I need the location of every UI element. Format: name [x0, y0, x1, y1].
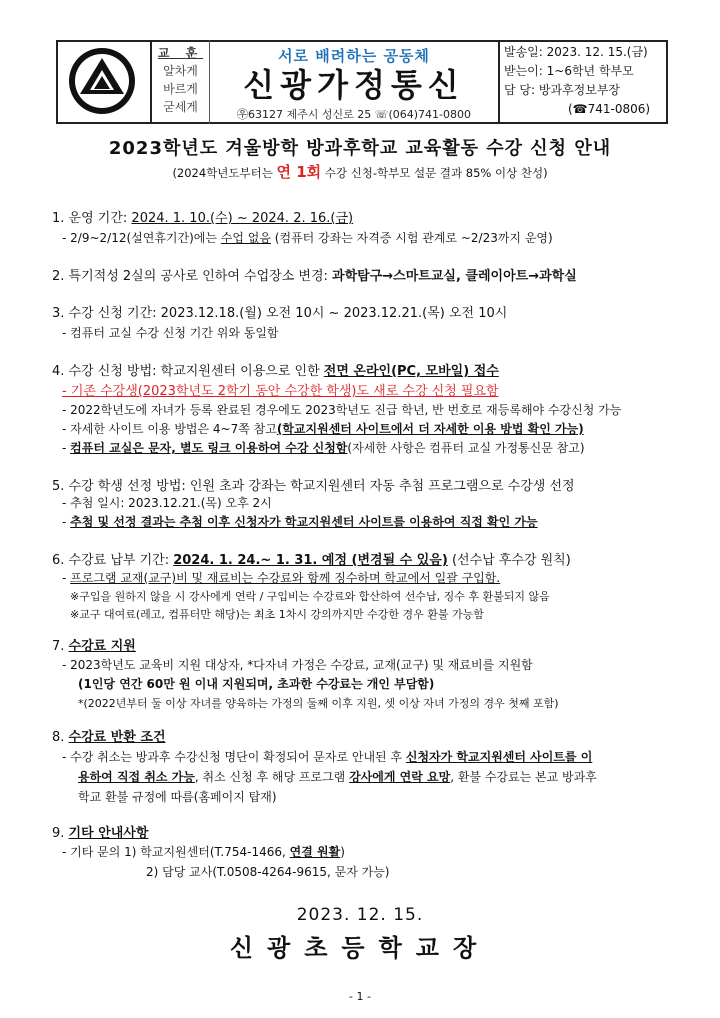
section-7-note-1: - 2023학년도 교육비 지원 대상자, *다자녀 가정은 수강료, 교재(교구) 및 재료비를 지원함	[62, 658, 533, 672]
section-8-title: 수강료 반환 조건	[68, 730, 166, 745]
school-motto	[152, 40, 210, 124]
newsletter-title-box	[210, 40, 500, 124]
section-4-note-4	[62, 439, 585, 456]
section-9-note-2: 2) 담당 교사(T.0508-4264-9615, 문자 가능)	[146, 865, 390, 879]
section-6-note-1	[62, 569, 500, 586]
note-text: - 자세한 사이트 이용 방법은 4~7쪽 참고	[62, 422, 277, 436]
motto-line: 바르게	[163, 82, 198, 96]
note-text: (자세한 사항은 컴퓨터 교실 가정통신문 참고)	[347, 441, 585, 455]
section-9-note-1	[62, 843, 345, 860]
material-fee-note: 프로그램 교재(교구)비 및 재료비는 수강료와 함께 징수하며 학교에서 일괄 구입함.	[70, 571, 501, 585]
operation-period: 2024. 1. 10.(수) ~ 2024. 2. 16.(금)	[131, 211, 354, 226]
room-change: 과학탐구→스마트교실, 클레이아트→과학실	[332, 269, 577, 284]
connection-note: 연결 원활	[289, 845, 341, 859]
subtitle-pre: (2024학년도부터는	[172, 166, 277, 180]
section-1-note	[62, 229, 553, 246]
refund-self-cancel: 신청자가 학교지원센터 사이트를 이	[405, 750, 593, 764]
section-1-heading	[52, 207, 353, 226]
section-6-note-2: ※구입을 원하지 않을 시 강사에게 연락 / 구입비는 수강료와 합산하여 선수납, 징수 후 환불되지 않음	[70, 590, 550, 603]
recipient: 받는이: 1~6학년 학부모	[504, 64, 634, 78]
contact-phone: (☎741-0806)	[568, 102, 651, 116]
school-emblem-icon	[56, 40, 148, 120]
section-8-heading	[52, 726, 166, 745]
issue-date: 발송일: 2023. 12. 15.(금)	[504, 45, 648, 59]
document-title: 2023학년도 겨울방학 방과후학교 교육활동 수강 신청 안내	[108, 138, 612, 159]
section-4-heading	[52, 360, 499, 379]
section-8-note-3: 학교 환불 규정에 따름(홈페이지 탑재)	[78, 790, 277, 804]
section-7-title: 수강료 지원	[68, 639, 136, 654]
contact-instructor: 강사에게 연락 요망	[349, 770, 451, 784]
note-text: -	[62, 515, 71, 529]
subtitle-post: 수강 신청-학부모 설문 결과 85% 이상 찬성)	[321, 166, 548, 180]
note-text: , 취소 신청 후 해당 프로그램	[194, 770, 350, 784]
school-logo	[56, 40, 152, 124]
motto-line: 알차게	[163, 64, 198, 78]
footer-date: 2023. 12. 15.	[296, 905, 424, 925]
section-6-heading	[52, 549, 571, 568]
page-number: - 1 -	[349, 990, 371, 1003]
note-text: - 2/9~2/12(설연휴기간)에는	[62, 231, 221, 245]
school-address: ㉾63127 제주시 성신로 25 ☏(064)741-0800	[236, 108, 472, 121]
section-8-number: 8.	[52, 730, 69, 745]
subtitle-highlight: 연 1회	[276, 163, 322, 181]
note-text: - 수강 취소는 방과후 수강신청 명단이 확정되어 문자로 안내된 후	[62, 750, 406, 764]
no-class-note: 수업 없음	[220, 231, 271, 245]
note-text: , 환불 수강료는 본교 방과후	[450, 770, 597, 784]
contact-role: 담 당: 방과후정보부장	[504, 83, 621, 97]
refund-self-cancel-cont: 용하여 직접 취소 가능	[78, 770, 195, 784]
section-2-heading	[52, 265, 577, 284]
section-7-heading	[52, 635, 136, 654]
section-9-title: 기타 안내사항	[68, 826, 149, 841]
section-8-note-2	[78, 768, 597, 785]
motto-title: 교 훈	[157, 46, 204, 60]
slogan: 서로 배려하는 공동체	[278, 47, 430, 65]
section-4-note-1: - 기존 수강생(2023학년도 2학기 동안 수강한 학생)도 새로 수강 신청 필요함	[62, 384, 499, 399]
section-6-note-3: ※교구 대여료(레고, 컴퓨터만 해당)는 최초 1차시 강의까지만 수강한 경우 환불 가능함	[70, 608, 484, 621]
note-text: -	[62, 441, 71, 455]
section-3-note: - 컴퓨터 교실 수강 신청 기간 위와 동일함	[62, 326, 279, 340]
note-text: (선수납 후수강 원칙)	[447, 553, 571, 568]
section-6-label: 6. 수강료 납부 기간:	[52, 553, 174, 568]
note-text: - 기타 문의 1) 학교지원센터(T.754-1466,	[62, 845, 290, 859]
section-5-note-2	[62, 513, 538, 530]
section-7-number: 7.	[52, 639, 69, 654]
payment-period: 2024. 1. 24.~ 1. 31. 예정 (변경될 수 있음)	[173, 553, 448, 568]
site-guide-note: (학교지원센터 사이트에서 더 자세한 이용 방법 확인 가능)	[276, 422, 584, 436]
section-7-note-2: (1인당 연간 60만 원 이내 지원되며, 초과한 수강료는 개인 부담함)	[78, 677, 435, 691]
principal-signature: 신광초등학교장	[229, 934, 491, 962]
section-9-heading	[52, 822, 148, 841]
lottery-result-note: 추첨 및 선정 결과는 추첨 이후 신청자가 학교지원센터 사이트를 이용하여 직접 확인 가능	[70, 515, 538, 529]
section-1-label: 1. 운영 기간:	[52, 211, 132, 226]
section-4-note-3	[62, 420, 584, 437]
issue-meta	[500, 40, 668, 124]
computer-class-note: 컴퓨터 교실은 문자, 별도 링크 이용하여 수강 신청함	[70, 441, 348, 455]
section-5-note-1: - 추첨 일시: 2023.12.21.(목) 오후 2시	[62, 496, 272, 510]
note-text: -	[62, 571, 71, 585]
section-9-number: 9.	[52, 826, 69, 841]
section-2-label: 2. 특기적성 2실의 공사로 인하여 수업장소 변경:	[52, 269, 333, 284]
note-text: (컴퓨터 강좌는 자격증 시험 관계로 ~2/23까지 운영)	[270, 231, 553, 245]
motto-line: 굳세게	[163, 100, 198, 114]
section-7-note-3: *(2022년부터 둘 이상 자녀를 양육하는 가정의 둘째 이후 지원, 셋 이상 자녀 가정의 경우 첫째 포함)	[78, 697, 559, 710]
document-subtitle	[0, 161, 720, 182]
section-3-heading: 3. 수강 신청 기간: 2023.12.18.(월) 오전 10시 ~ 2023.12.21.(목) 오전 10시	[52, 306, 508, 321]
section-8-note-1	[62, 748, 592, 765]
section-4-label: 4. 수강 신청 방법: 학교지원센터 이용으로 인한	[52, 364, 324, 379]
section-5-heading: 5. 수강 학생 선정 방법: 인원 초과 강좌는 학교지원센터 자동 추첨 프로그램으로 수강생 선정	[52, 479, 575, 494]
section-4-note-2: - 2022학년도에 자녀가 등록 완료된 경우에도 2023학년도 진급 학년, 반 번호로 재등록해야 수강신청 가능	[62, 403, 622, 417]
online-application: 전면 온라인(PC, 모바일) 접수	[323, 364, 499, 379]
newsletter-title: 신광가정통신	[243, 66, 465, 104]
note-text: )	[340, 845, 345, 859]
